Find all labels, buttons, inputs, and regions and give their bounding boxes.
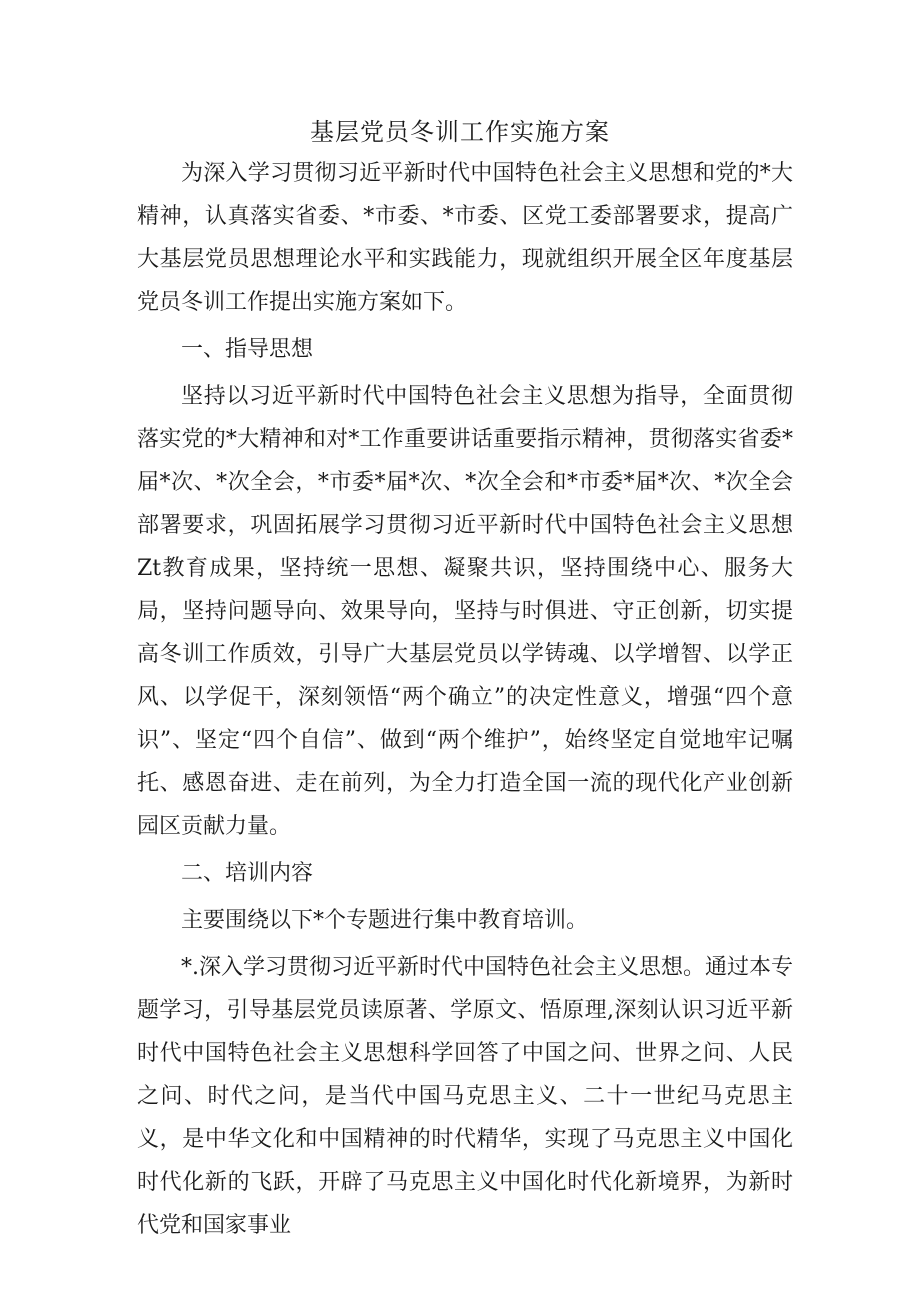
section-heading-guiding-thought: 一、指导思想	[181, 337, 314, 362]
intro-paragraph: 为深入学习贯彻习近平新时代中国特色社会主义思想和党的*大精神，认真落实省委、*市委、*市委、区党工委部署要求，提高广大基层党员思想理论水平和实践能力，现就组织开展全区年度基层党员冬训工作提出实施方案如下。	[137, 161, 793, 315]
topic-one-paragraph: *.深入学习贯彻习近平新时代中国特色社会主义思想。通过本专题学习，引导基层党员读原著、学原文、悟原理,深刻认识习近平新时代中国特色社会主义思想科学回答了中国之问、世界之问、人民之问、时代之问，是当代中国马克思主义、二十一世纪马克思主义，是中华文化和中国精神的时代精华，实现了马克思主义中国化时代化新的飞跃，开辟了马克思主义中国化时代化新境界，为新时代党和国家事业	[137, 955, 793, 1238]
section-heading-training-content: 二、培训内容	[181, 861, 314, 886]
document-title: 基层党员冬训工作实施方案	[310, 118, 610, 146]
guiding-thought-paragraph: 坚持以习近平新时代中国特色社会主义思想为指导，全面贯彻落实党的*大精神和对*工作重要讲话重要指示精神，贯彻落实省委*届*次、*次全会，*市委*届*次、*次全会和*市委*届*次、*次全会部署要求，巩固拓展学习贯彻习近平新时代中国特色社会主义思想Zt教育成果，坚持统一思想、凝聚共识，坚持围绕中心、服务大局，坚持问题导向、效果导向，坚持与时俱进、守正创新，切实提高冬训工作质效，引导广大基层党员以学铸魂、以学增智、以学正风、以学促干，深刻领悟“两个确立”的决定性意义，增强“四个意识”、坚定“四个自信”、做到“两个维护”，始终坚定自觉地牢记嘱托、感恩奋进、走在前列，为全力打造全国一流的现代化产业创新园区贡献力量。	[137, 384, 793, 839]
training-content-paragraph: 主要围绕以下*个专题进行集中教育培训。	[181, 908, 589, 933]
document-body	[137, 152, 793, 1247]
